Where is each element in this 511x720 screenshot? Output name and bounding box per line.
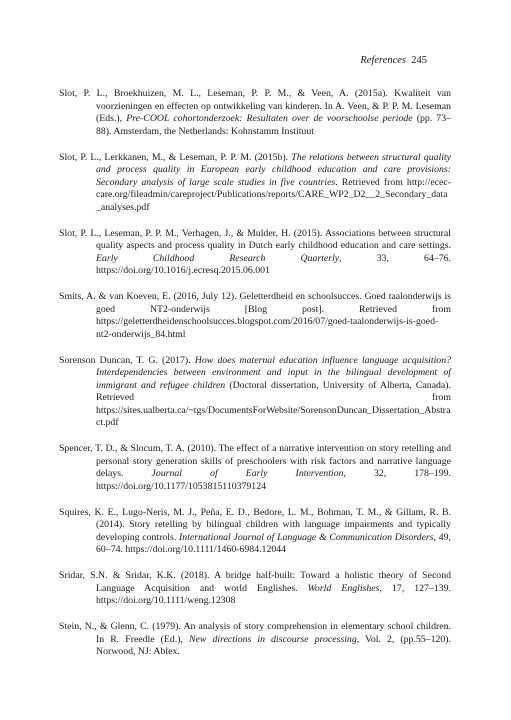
reference-text: Sorenson Duncan, T. G. (2017). — [59, 354, 195, 366]
reference-text: Spencer, T. D., & Slocum, T. A. (2010). The effect of a narrative intervention on story retelling and personal story generation skills of preschoolers with risk factors and narrative language delays. — [59, 443, 451, 479]
reference-text: Stein, N., & Glenn, C. (1979). An analysis of story comprehension in elementary school children. In R. Freedle (Ed.), — [59, 621, 451, 645]
reference-text: Slot, P. L., Broekhuizen, M. L., Leseman, P. P. M., & Veen, A. (2015a). Kwaliteit van voorzieningen en effecten op ontwikkeling van kinderen. In A. Veen, & P. P. M. Leseman (Eds.), — [59, 88, 451, 124]
reference-list — [59, 88, 451, 672]
reference-entry — [59, 228, 451, 278]
reference-title: The relations between structural quality and process quality in European early childhood education and care provisions: Secondary analysis of large scale studies in five countries — [96, 151, 452, 188]
reference-entry — [59, 355, 451, 430]
reference-entry — [59, 570, 451, 608]
reference-details: , 17, 127–139. https://doi.org/10.1111/weng.12308 — [96, 582, 451, 606]
reference-title: Early Childhood Research Quarterly — [96, 252, 340, 264]
reference-details: , 49, 60–74. https://doi.org/10.1111/1460-6984.12044 — [96, 531, 451, 555]
reference-details: , 32, 178–199. https://doi.org/10.1177/1053815110379124 — [96, 468, 451, 492]
reference-details: (Doctoral dissertation, University of Alberta, Canada). Retrieved from https://sites.ualberta.ca/~tgs/DocumentsForWebsite/SorensonDuncan_Dissertation_Abstract.pdf — [96, 379, 451, 428]
reference-details: (pp. 73–88). Amsterdam, the Netherlands: Kohnstamm Instituut — [96, 113, 452, 137]
reference-entry — [59, 507, 451, 557]
section-title: References — [360, 55, 406, 66]
reference-title: How does maternal education influence language acquisition? Interdependencies between environment and input in the bilingual development of immigrant and refugee children — [96, 354, 451, 391]
reference-details: , Vol. 2, (pp.55–120). Norwood, NJ: Ablex. — [96, 633, 451, 657]
reference-details: , 33, 64–76. https://doi.org/10.1016/j.ecresq.2015.06.001 — [96, 252, 451, 276]
reference-title: Journal of Early Intervention — [151, 468, 344, 479]
reference-text: Smits, A. & van Koeven, E. (2016, July 12). Geletterdheid en schoolsucces. Goed taalonderwijs is goed NT2-onderwijs [Blog post]. Retrieved from https://geletterdheidenschoolsucces.blogspot.com/2016/07/goed-taalonderwijs-is-goed-nt2-onderwijs_84.html — [59, 291, 451, 340]
reference-entry — [59, 152, 451, 215]
reference-title: World Englishes — [307, 582, 380, 594]
reference-title: New directions in discourse processing — [189, 633, 357, 645]
reference-entry — [59, 291, 451, 341]
reference-text: Sridar, S.N. & Sridar, K.K. (2018). A bridge half-built: Toward a holistic theory of Second Language Acquisition and world Englishes. — [59, 570, 451, 594]
reference-text: Slot, P. L., Leseman, P. P. M., Verhagen, J., & Mulder, H. (2015). Associations between structural quality aspects and process quality in Dutch early childhood education and care settings. — [59, 227, 451, 251]
reference-title: Pre-COOL cohortonderzoek: Resultaten over de voorschoolse periode — [126, 113, 413, 124]
reference-text: Squires, K. E., Lugo-Neris, M. J., Peña, E. D., Bedore, L. M., Bohman, T. M., & Gillam, R. B. (2014). Story retelling by bilingual children with language impairments and typically developing controls. — [59, 506, 451, 543]
reference-entry — [59, 88, 451, 138]
reference-entry — [59, 621, 451, 659]
page-number: 245 — [411, 55, 427, 66]
reference-text: Slot, P. L., Lerkkanen, M., & Leseman, P. P. M. (2015b). — [59, 151, 292, 163]
running-header — [360, 55, 427, 66]
reference-details: . Retrieved from http://ecec-care.org/fileadmin/careproject/Publications/reports/CARE_WP2_D2__2_Secondary_data_analyses.pdf — [96, 176, 451, 213]
reference-entry — [59, 443, 451, 493]
reference-title: International Journal of Language & Communication Disorders — [179, 531, 434, 543]
